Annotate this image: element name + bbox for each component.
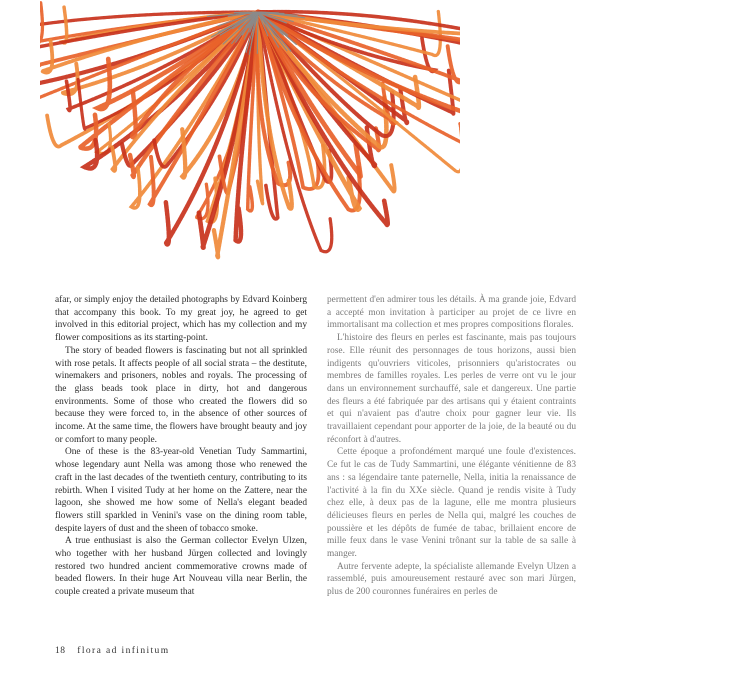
paragraph: Cette époque a profondément marqué une foule d'existences. Ce fut le cas de Tudy Sammartini, une élégante vénitienne de 83 ans : sa légendaire tante paternelle, Nella, initia la renaissance de l'activité à la fin du XXe siècle. Quand je rendis visite à Tudy chez elle, à deux pas de la lagune, elle me montra plusieurs délicieuses fleurs en perles de Nella qui, malgré les couches de poussière et les dépôts de fumée de tabac, brillaient encore de mille feux dans le vase Venini trônant sur la table de sa salle à manger.: [327, 447, 576, 560]
paragraph: One of these is the 83-year-old Venetian Tudy Sammartini, whose legendary aunt Nella was among those who renewed the craft in the last decades of the twentieth century, contributing to its rebirth. When I visited Tudy at her home on the Zattere, near the lagoon, she showed me how some of Nella's elegant beaded flowers still sparkled in Venini's vase on the dining room table, despite layers of dust and the sheen of tobacco smoke.: [55, 447, 307, 534]
wire-stem: [234, 12, 258, 13]
paragraph: Autre fervente adepte, la spécialiste allemande Evelyn Ulzen a rassemblé, puis amoureusement restauré avec son mari Jürgen, plus de 200 couronnes funéraires en perles de: [327, 561, 576, 598]
page-footer: [55, 646, 170, 656]
paragraph: afar, or simply enjoy the detailed photographs by Edvard Koinberg that accompany this book. To my great joy, he agreed to get involved in this editorial project, which has my collection and my flower compositions as its starting-point.: [55, 295, 307, 344]
wire-stem: [257, 12, 258, 54]
page-number: 18: [55, 646, 66, 656]
beaded-flower-photo: [40, 0, 460, 272]
paragraph: L'histoire des fleurs en perles est fascinante, mais pas toujours rose. Elle réunit des personnages de tous horizons, aussi bien indigents qu'ouvriers viticoles, prisonniers qu'aristocrates ou membres de familles royales. Les perles de verre ont vu le jour dans un environnement surchauffé, sale et dangereux. Une partie des fleurs a été fabriquée par des artisans qui y étaient contraints et qui n'avaient pas d'autre choix pour gagner leur vie. Ils travaillaient cependant pour apporter de la joie, de la beauté ou du réconfort à d'autres.: [327, 333, 576, 445]
english-text-column: [55, 294, 307, 599]
book-title: flora ad infinitum: [77, 646, 170, 656]
french-text-column: [327, 294, 576, 599]
paragraph: permettent d'en admirer tous les détails. À ma grande joie, Edvard a accepté mon invitation à participer au projet de ce livre en immortalisant ma collection et mes propres compositions florales.: [327, 295, 576, 331]
paragraph: A true enthusiast is also the German collector Evelyn Ulzen, who together with her husband Jürgen collected and lovingly restored two hundred ancient commemorative crowns made of beaded flowers. In their huge Art Nouveau villa near Berlin, the couple created a private museum that: [55, 536, 307, 598]
paragraph: The story of beaded flowers is fascinating but not all sprinkled with rose petals. It affects people of all social strata – the destitute, winemakers and prisoners, nobles and royals. The processing of the glass beads took place in dirty, hot and dangerous environments. Some of those who created the flowers did so because they were forced to, in the absence of other sources of income. At the same time, the flowers have brought beauty and joy or comfort to many people.: [55, 345, 307, 445]
